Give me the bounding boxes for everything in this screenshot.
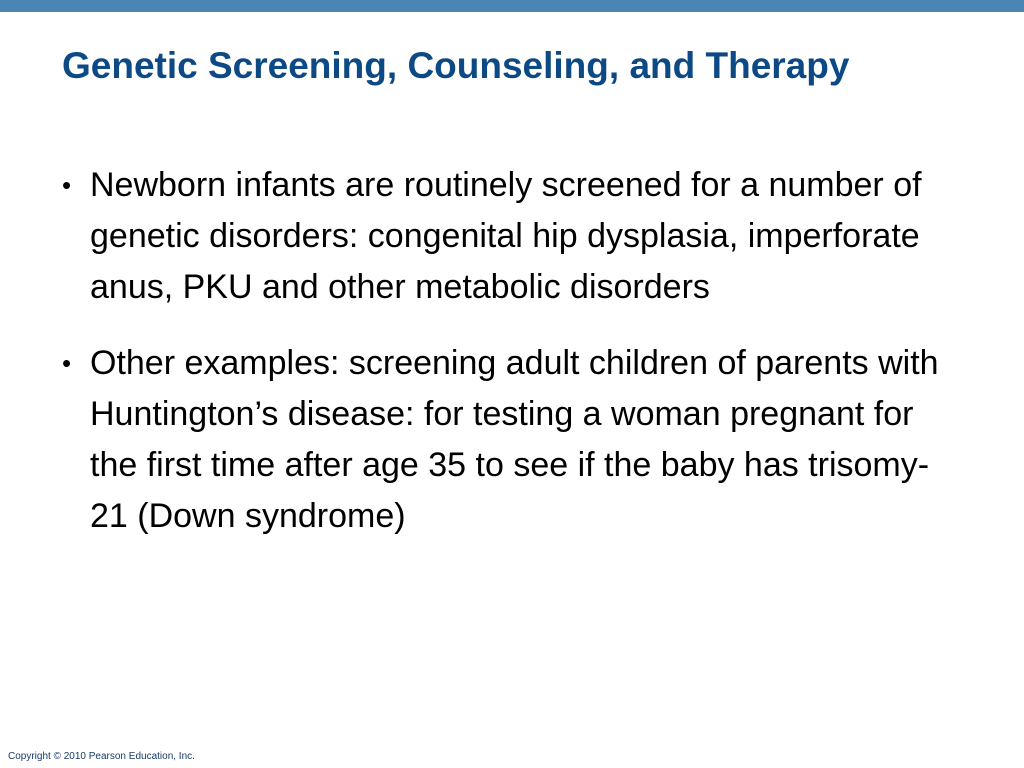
bullet-dot-icon: • [62,348,72,378]
copyright-notice: Copyright © 2010 Pearson Education, Inc. [8,751,195,762]
bullet-dot-icon: • [62,170,72,200]
top-accent-bar [0,0,1024,12]
bullet-text: Other examples: screening adult children of parents with Huntington’s disease: for testing a woman pregnant for the first time after age 35 to see if the baby has trisomy-21 (Down syndrome) [90,344,939,535]
bullet-list [62,160,962,567]
bullet-item [62,160,962,313]
slide-title: Genetic Screening, Counseling, and Therapy [62,45,850,86]
bullet-text: Newborn infants are routinely screened for a number of genetic disorders: congenital hip dysplasia, imperforate anus, PKU and other metabolic disorders [90,166,922,306]
bullet-item [62,338,962,542]
